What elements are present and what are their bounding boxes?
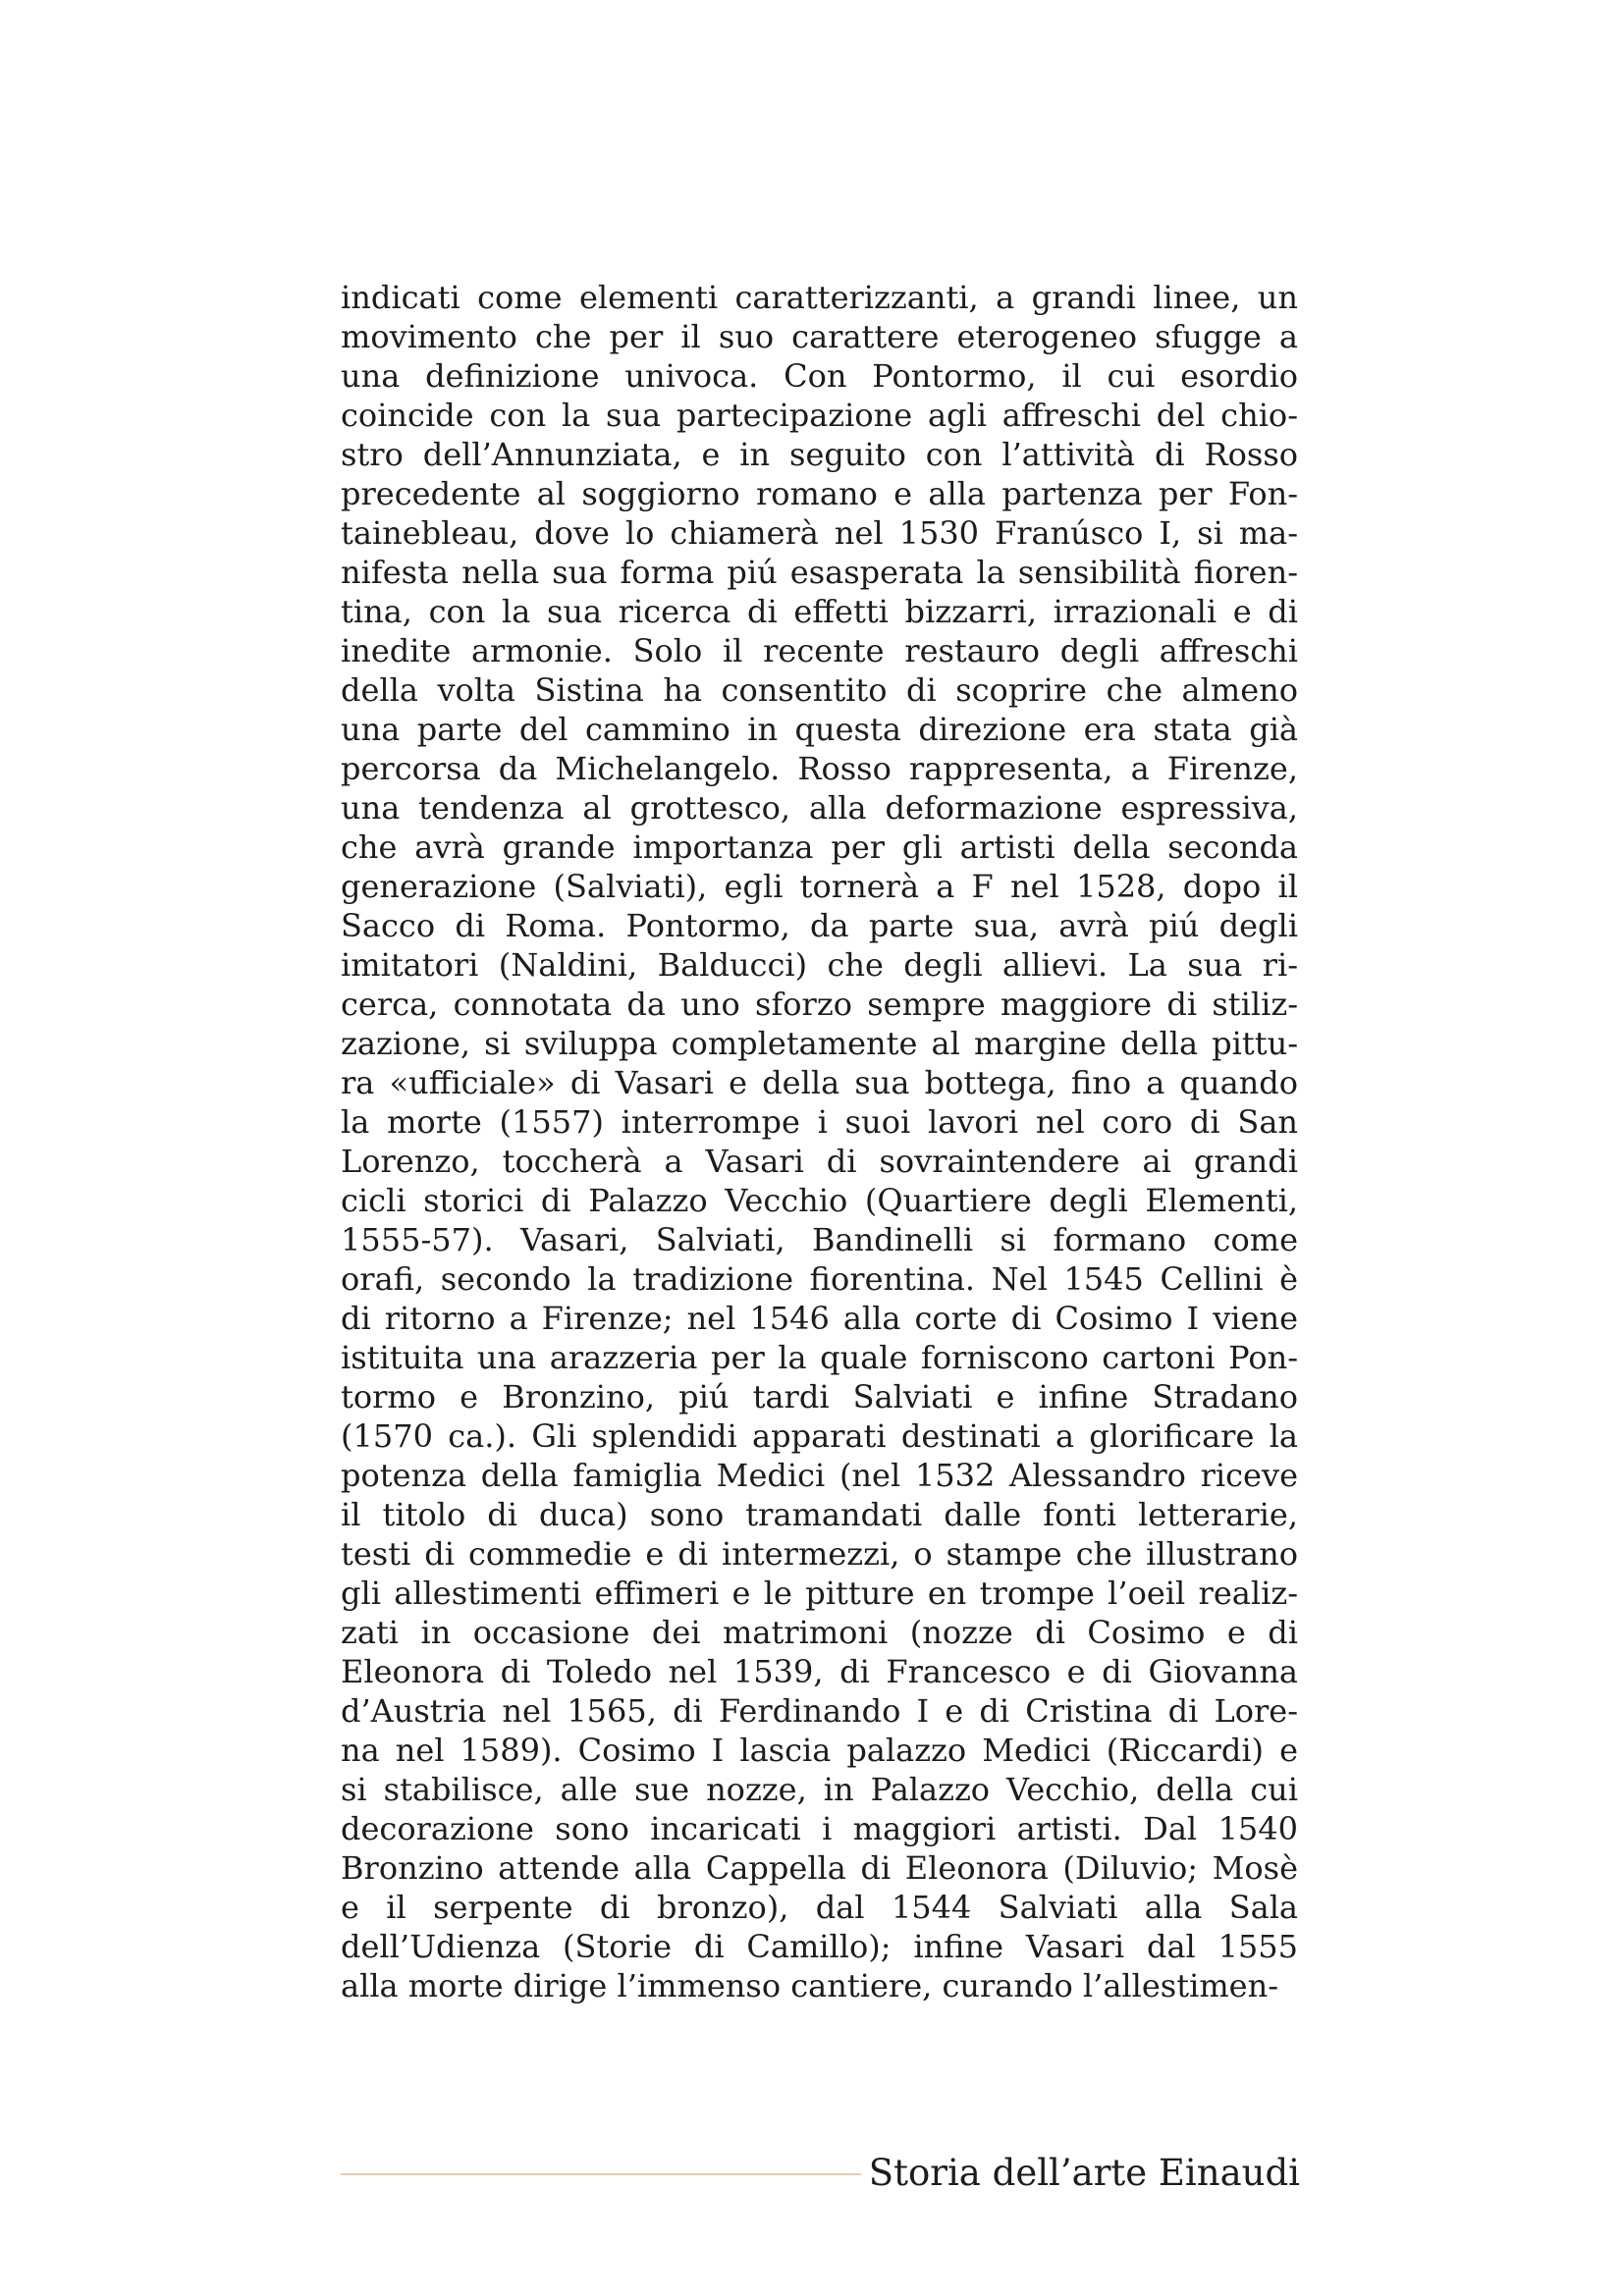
text-line: dell’Udienza (Storie di Camillo); infine Vasari dal 1555 [341, 1928, 1298, 1965]
text-line: Sacco di Roma. Pontormo, da parte sua, avrà piú degli [341, 907, 1298, 944]
text-line: testi di commedie e di intermezzi, o stampe che illustrano [341, 1535, 1298, 1573]
text-line: na nel 1589). Cosimo I lascia palazzo Medici (Riccardi) e [341, 1732, 1298, 1769]
text-line: d’Austria nel 1565, di Ferdinando I e di Cristina di Lore- [341, 1692, 1298, 1730]
text-line: ra «ufficiale» di Vasari e della sua bottega, fino a quando [341, 1064, 1298, 1101]
text-line: il titolo di duca) sono tramandati dalle fonti letterarie, [341, 1496, 1298, 1533]
text-line: decorazione sono incaricati i maggiori artisti. Dal 1540 [341, 1810, 1298, 1847]
text-line: la morte (1557) interrompe i suoi lavori nel coro di San [341, 1103, 1298, 1141]
footer-rule [341, 2173, 861, 2175]
text-line: tina, con la sua ricerca di effetti bizzarri, irrazionali e di [341, 593, 1298, 630]
text-line: precedente al soggiorno romano e alla partenza per Fon- [341, 475, 1298, 512]
text-line: e il serpente di bronzo), dal 1544 Salviati alla Sala [341, 1889, 1298, 1926]
text-line: (1570 ca.). Gli splendidi apparati destinati a glorificare la [341, 1417, 1298, 1455]
text-line: istituita una arazzeria per la quale forniscono cartoni Pon- [341, 1339, 1298, 1376]
text-line: di ritorno a Firenze; nel 1546 alla corte di Cosimo I viene [341, 1300, 1298, 1337]
text-line: coincide con la sua partecipazione agli affreschi del chio- [341, 397, 1298, 434]
text-line: che avrà grande importanza per gli artisti della seconda [341, 828, 1298, 866]
body-text [341, 278, 1298, 2005]
text-line: si stabilisce, alle sue nozze, in Palazzo Vecchio, della cui [341, 1771, 1298, 1808]
text-line: gli allestimenti effimeri e le pitture en trompe l’oeil realiz- [341, 1575, 1298, 1612]
text-line: imitatori (Naldini, Balducci) che degli allievi. La sua ri- [341, 946, 1298, 984]
text-line: una parte del cammino in questa direzione era stata già [341, 711, 1298, 748]
text-line: zazione, si sviluppa completamente al margine della pittu- [341, 1025, 1298, 1062]
text-line: nifesta nella sua forma piú esasperata la sensibilità fioren- [341, 554, 1298, 591]
text-line: 1555-57). Vasari, Salviati, Bandinelli si formano come [341, 1221, 1298, 1258]
text-line: generazione (Salviati), egli tornerà a F nel 1528, dopo il [341, 868, 1298, 905]
text-line: Eleonora di Toledo nel 1539, di Francesco e di Giovanna [341, 1653, 1298, 1690]
text-line: movimento che per il suo carattere eterogeneo sfugge a [341, 318, 1298, 355]
text-line: Lorenzo, toccherà a Vasari di sovraintendere ai grandi [341, 1143, 1298, 1180]
text-line: orafi, secondo la tradizione fiorentina. Nel 1545 Cellini è [341, 1260, 1298, 1298]
text-line: cicli storici di Palazzo Vecchio (Quartiere degli Elementi, [341, 1182, 1298, 1219]
text-line: stro dell’Annunziata, e in seguito con l’attività di Rosso [341, 436, 1298, 473]
text-line: inedite armonie. Solo il recente restauro degli affreschi [341, 632, 1298, 669]
text-line: indicati come elementi caratterizzanti, a grandi linee, un [341, 279, 1298, 316]
text-line: una definizione univoca. Con Pontormo, il cui esordio [341, 357, 1298, 395]
text-line: potenza della famiglia Medici (nel 1532 Alessandro riceve [341, 1457, 1298, 1494]
text-line: tainebleau, dove lo chiamerà nel 1530 Franúsco I, si ma- [341, 514, 1298, 552]
text-line: zati in occasione dei matrimoni (nozze di Cosimo e di [341, 1614, 1298, 1651]
text-line: tormo e Bronzino, piú tardi Salviati e infine Stradano [341, 1378, 1298, 1415]
text-line: una tendenza al grottesco, alla deformazione espressiva, [341, 789, 1298, 827]
text-line: cerca, connotata da uno sforzo sempre maggiore di stiliz- [341, 986, 1298, 1023]
text-line: della volta Sistina ha consentito di scoprire che almeno [341, 671, 1298, 709]
text-line: alla morte dirige l’immenso cantiere, curando l’allestimen- [341, 1967, 1279, 2004]
footer-title: Storia dell’arte Einaudi [868, 2152, 1300, 2194]
text-line: percorsa da Michelangelo. Rosso rappresenta, a Firenze, [341, 750, 1298, 787]
text-line: Bronzino attende alla Cappella di Eleonora (Diluvio; Mosè [341, 1849, 1298, 1887]
